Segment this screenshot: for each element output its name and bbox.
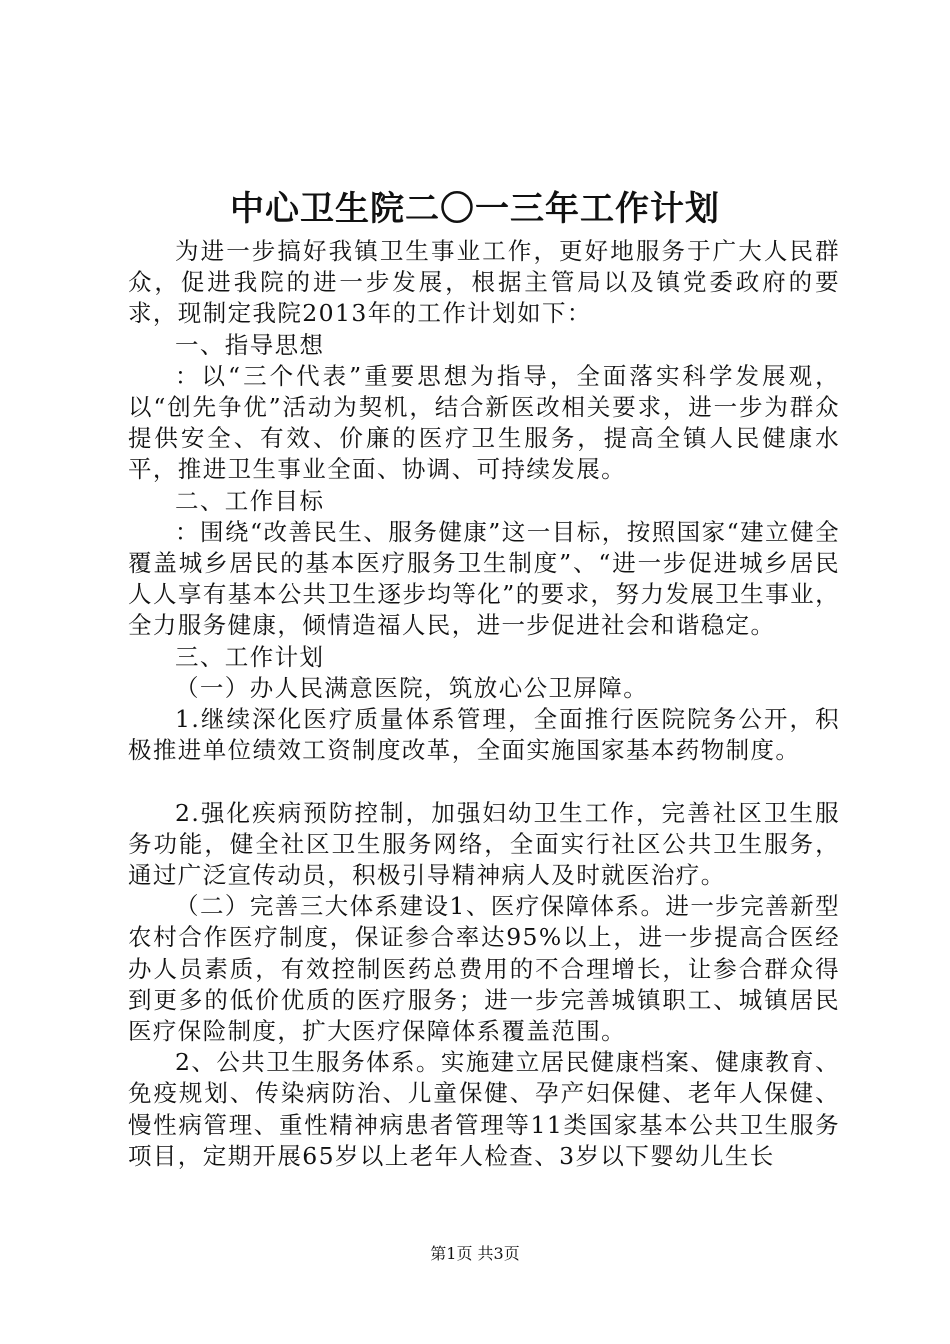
paragraph-work-goals: ：围绕“改善民生、服务健康”这一目标，按照国家“建立健全覆盖城乡居民的基本医疗服务卫生制度”、“进一步促进城乡居民人人享有基本公共卫生逐步均等化”的要求，努力发展卫生事业，全力服务健康，倾情造福人民，进一步促进社会和谐稳定。 xyxy=(128,517,840,640)
paragraph-guiding-ideology: ：以“三个代表”重要思想为指导，全面落实科学发展观，以“创先争优”活动为契机，结合新医改相关要求，进一步为群众提供安全、有效、价廉的医疗卫生服务，提高全镇人民健康水平，推进卫生事业全面、协调、可持续发展。 xyxy=(128,361,840,484)
paragraph-plan-1-1: 1.继续深化医疗质量体系管理，全面推行医院院务公开，积极推进单位绩效工资制度改革，全面实施国家基本药物制度。 xyxy=(128,705,840,765)
document-title: 中心卫生院二〇一三年工作计划 xyxy=(230,189,720,229)
paragraph-plan-2-2: 2、公共卫生服务体系。实施建立居民健康档案、健康教育、免疫规划、传染病防治、儿童保健、孕产妇保健、老年人保健、慢性病管理、重性精神病患者管理等11类国家基本公共卫生服务项目，定期开展65岁以上老年人检查、3岁以下婴幼儿生长 xyxy=(128,1048,840,1170)
heading-guiding-ideology: 一、指导思想 xyxy=(175,330,325,359)
heading-work-plan: 三、工作计划 xyxy=(175,642,325,671)
paragraph-plan-1-2: 2.强化疾病预防控制，加强妇幼卫生工作，完善社区卫生服务功能，健全社区卫生服务网络，全面实行社区公共卫生服务，通过广泛宣传动员，积极引导精神病人及时就医治疗。 xyxy=(128,798,840,890)
paragraph-plan-2-1: （二）完善三大体系建设1、医疗保障体系。进一步完善新型农村合作医疗制度，保证参合率达95%以上，进一步提高合医经办人员素质，有效控制医药总费用的不合理增长，让参合群众得到更多的低价优质的医疗服务；进一步完善城镇职工、城镇居民医疗保险制度，扩大医疗保障体系覆盖范围。 xyxy=(128,892,840,1046)
paragraph-intro: 为进一步搞好我镇卫生事业工作，更好地服务于广大人民群众，促进我院的进一步发展，根据主管局以及镇党委政府的要求，现制定我院2013年的工作计划如下： xyxy=(128,237,840,328)
document-body xyxy=(128,236,840,1172)
heading-work-goals: 二、工作目标 xyxy=(175,486,325,515)
paragraph-gap xyxy=(128,766,840,797)
page-footer: 第1页 共3页 xyxy=(430,1244,520,1263)
subheading-plan-1: （一）办人民满意医院，筑放心公卫屏障。 xyxy=(175,673,649,702)
